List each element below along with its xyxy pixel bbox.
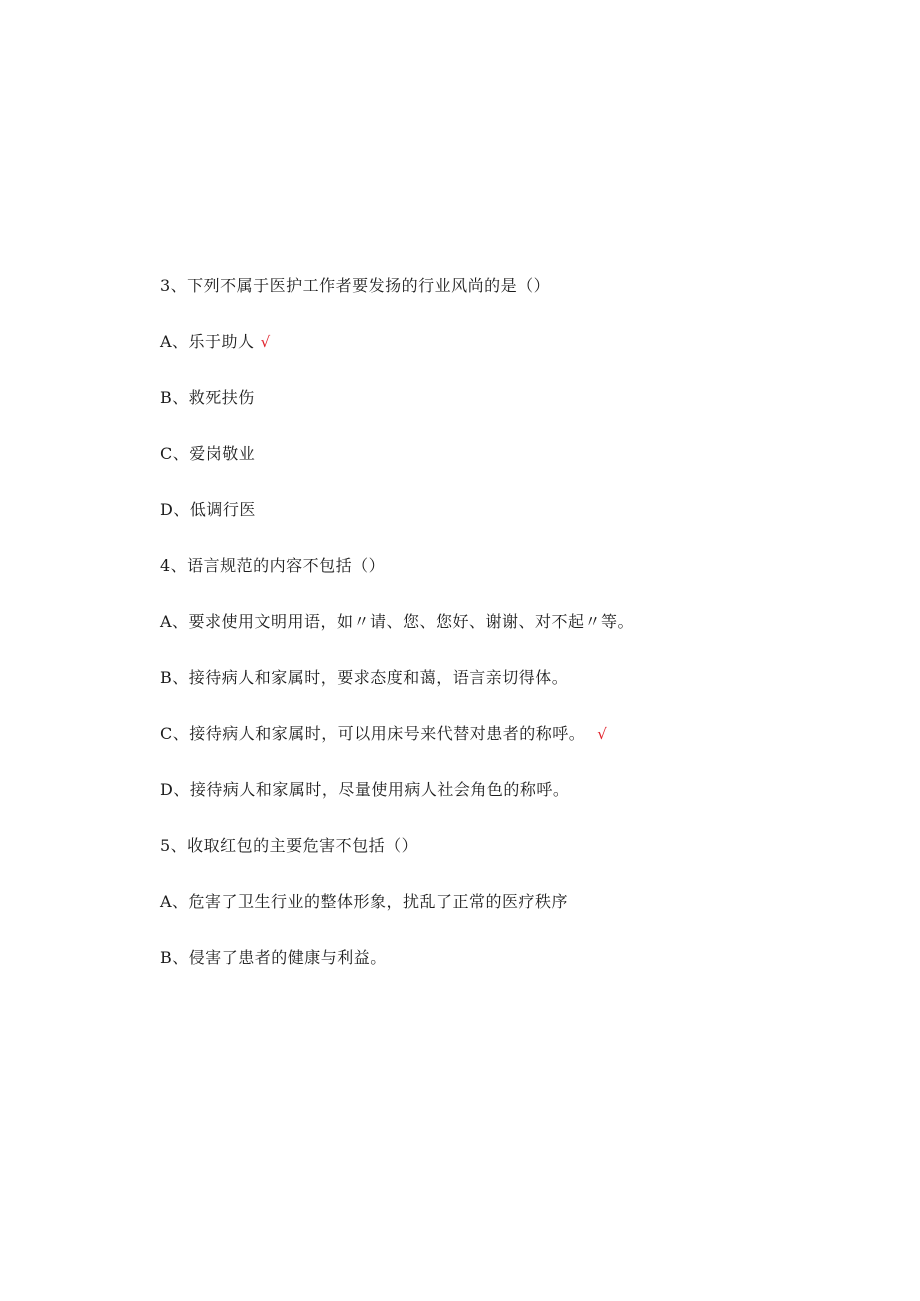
checkmark-icon: √ [260,333,271,351]
question-5-stem: 5、收取红包的主要危害不包括（） [160,836,419,855]
option-text: A、乐于助人 [160,332,255,351]
checkmark-icon: √ [597,725,608,743]
question-3-stem: 3、下列不属于医护工作者要发扬的行业风尚的是（） [160,276,551,295]
question-3-option-a [160,332,271,352]
question-4-option-a: A、要求使用文明用语，如〃请、您、您好、谢谢、对不起〃等。 [160,612,635,631]
question-3-option-b: B、救死扶伤 [160,388,255,407]
question-4-option-d: D、接待病人和家属时，尽量使用病人社会角色的称呼。 [160,780,570,799]
option-text: C、接待病人和家属时，可以用床号来代替对患者的称呼。 [160,724,586,743]
question-4-option-c [160,724,607,744]
question-5-option-b: B、侵害了患者的健康与利益。 [160,948,387,967]
question-3-option-d: D、低调行医 [160,500,256,519]
question-3-option-c: C、爱岗敬业 [160,444,256,463]
question-4-option-b: B、接待病人和家属时，要求态度和蔼，语言亲切得体。 [160,668,569,687]
question-5-option-a: A、危害了卫生行业的整体形象，扰乱了正常的医疗秩序 [160,892,569,911]
question-4-stem: 4、语言规范的内容不包括（） [160,556,386,575]
